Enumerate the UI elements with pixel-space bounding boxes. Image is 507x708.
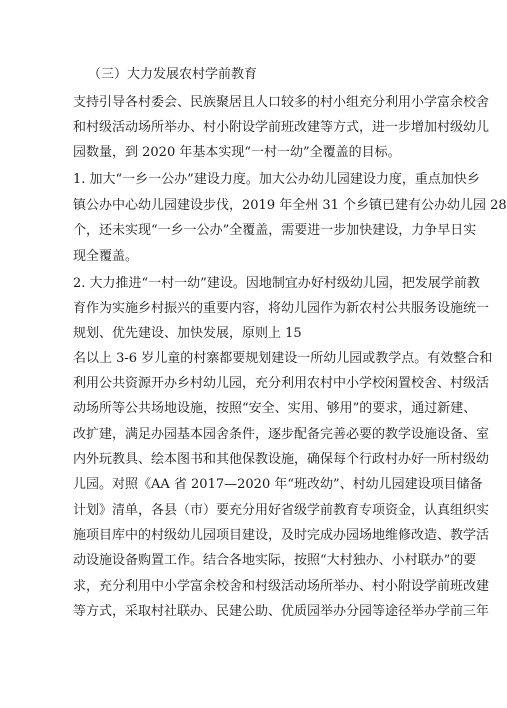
paragraph-line: 支持引导各村委会、民族聚居且人口较多的村小组充分利用小学富余校舍 — [73, 95, 490, 110]
paragraph-line: 镇公办中心幼儿园建设步伐，2019 年全州 31 个乡镇已建有公办幼儿园 28 — [73, 198, 507, 213]
paragraph-line: 改扩建，满足办园基本园舍条件，逐步配备完善必要的教学设施设备、室 — [73, 427, 490, 442]
paragraph-line: 计划》清单，各县（市）要充分用好省级学前教育专项资金，认真组织实 — [73, 503, 490, 518]
paragraph-line: 1. 加大“一乡一公办”建设力度。加大公办幼儿园建设力度，重点加快乡 — [73, 172, 480, 187]
paragraph-line: 育作为实施乡村振兴的重要内容，将幼儿园作为新农村公共服务设施统一 — [73, 301, 490, 316]
paragraph-line: 动设施设备购置工作。结合各地实际，按照“大村独办、小村联办”的要 — [73, 553, 477, 568]
paragraph-line: 规划、优先建设、加快发展，原则上 15 — [73, 326, 302, 341]
paragraph-line: 求，充分利用中小学富余校舍和村级活动场所举办、村小附设学前班改建 — [73, 579, 490, 594]
paragraph-line: 利用公共资源开办乡村幼儿园，充分利用农村中小学校闲置校舍、村级活 — [73, 376, 490, 391]
paragraph-line: 内外玩教具、绘本图书和其他保教设施，确保每个行政村办好一所村级幼 — [73, 452, 490, 467]
paragraph-line: 等方式，采取村社联办、民建公助、优质园举办分园等途径举办学前三年 — [73, 604, 490, 619]
paragraph-line: 个，还未实现“一乡一公办”全覆盖，需要进一步加快建设，力争早日实 — [73, 223, 477, 238]
paragraph-line: 园数量，到 2020 年基本实现“一村一幼”全覆盖的目标。 — [73, 145, 401, 160]
paragraph-line: 和村级活动场所举办、村小附设学前班改建等方式，进一步增加村级幼儿 — [73, 120, 490, 135]
paragraph-line: 动场所等公共场地设施，按照“安全、实用、够用”的要求，通过新建、 — [73, 401, 477, 416]
paragraph-line: 名以上 3-6 岁儿童的村寨都要规划建设一所幼儿园或教学点。有效整合和 — [73, 351, 493, 366]
section-heading: （三）大力发展农村学前教育 — [88, 67, 258, 82]
paragraph-line: 施项目库中的村级幼儿园项目建设，及时完成办园场地维修改造、教学活 — [73, 528, 490, 543]
paragraph-line: 现全覆盖。 — [73, 249, 139, 264]
paragraph-line: 儿园。对照《AA 省 2017—2020 年“班改幼”、村幼儿园建设项目储备 — [73, 477, 483, 492]
paragraph-line: 2. 大力推进“一村一幼”建设。因地制宜办好村级幼儿园，把发展学前教 — [73, 276, 480, 291]
